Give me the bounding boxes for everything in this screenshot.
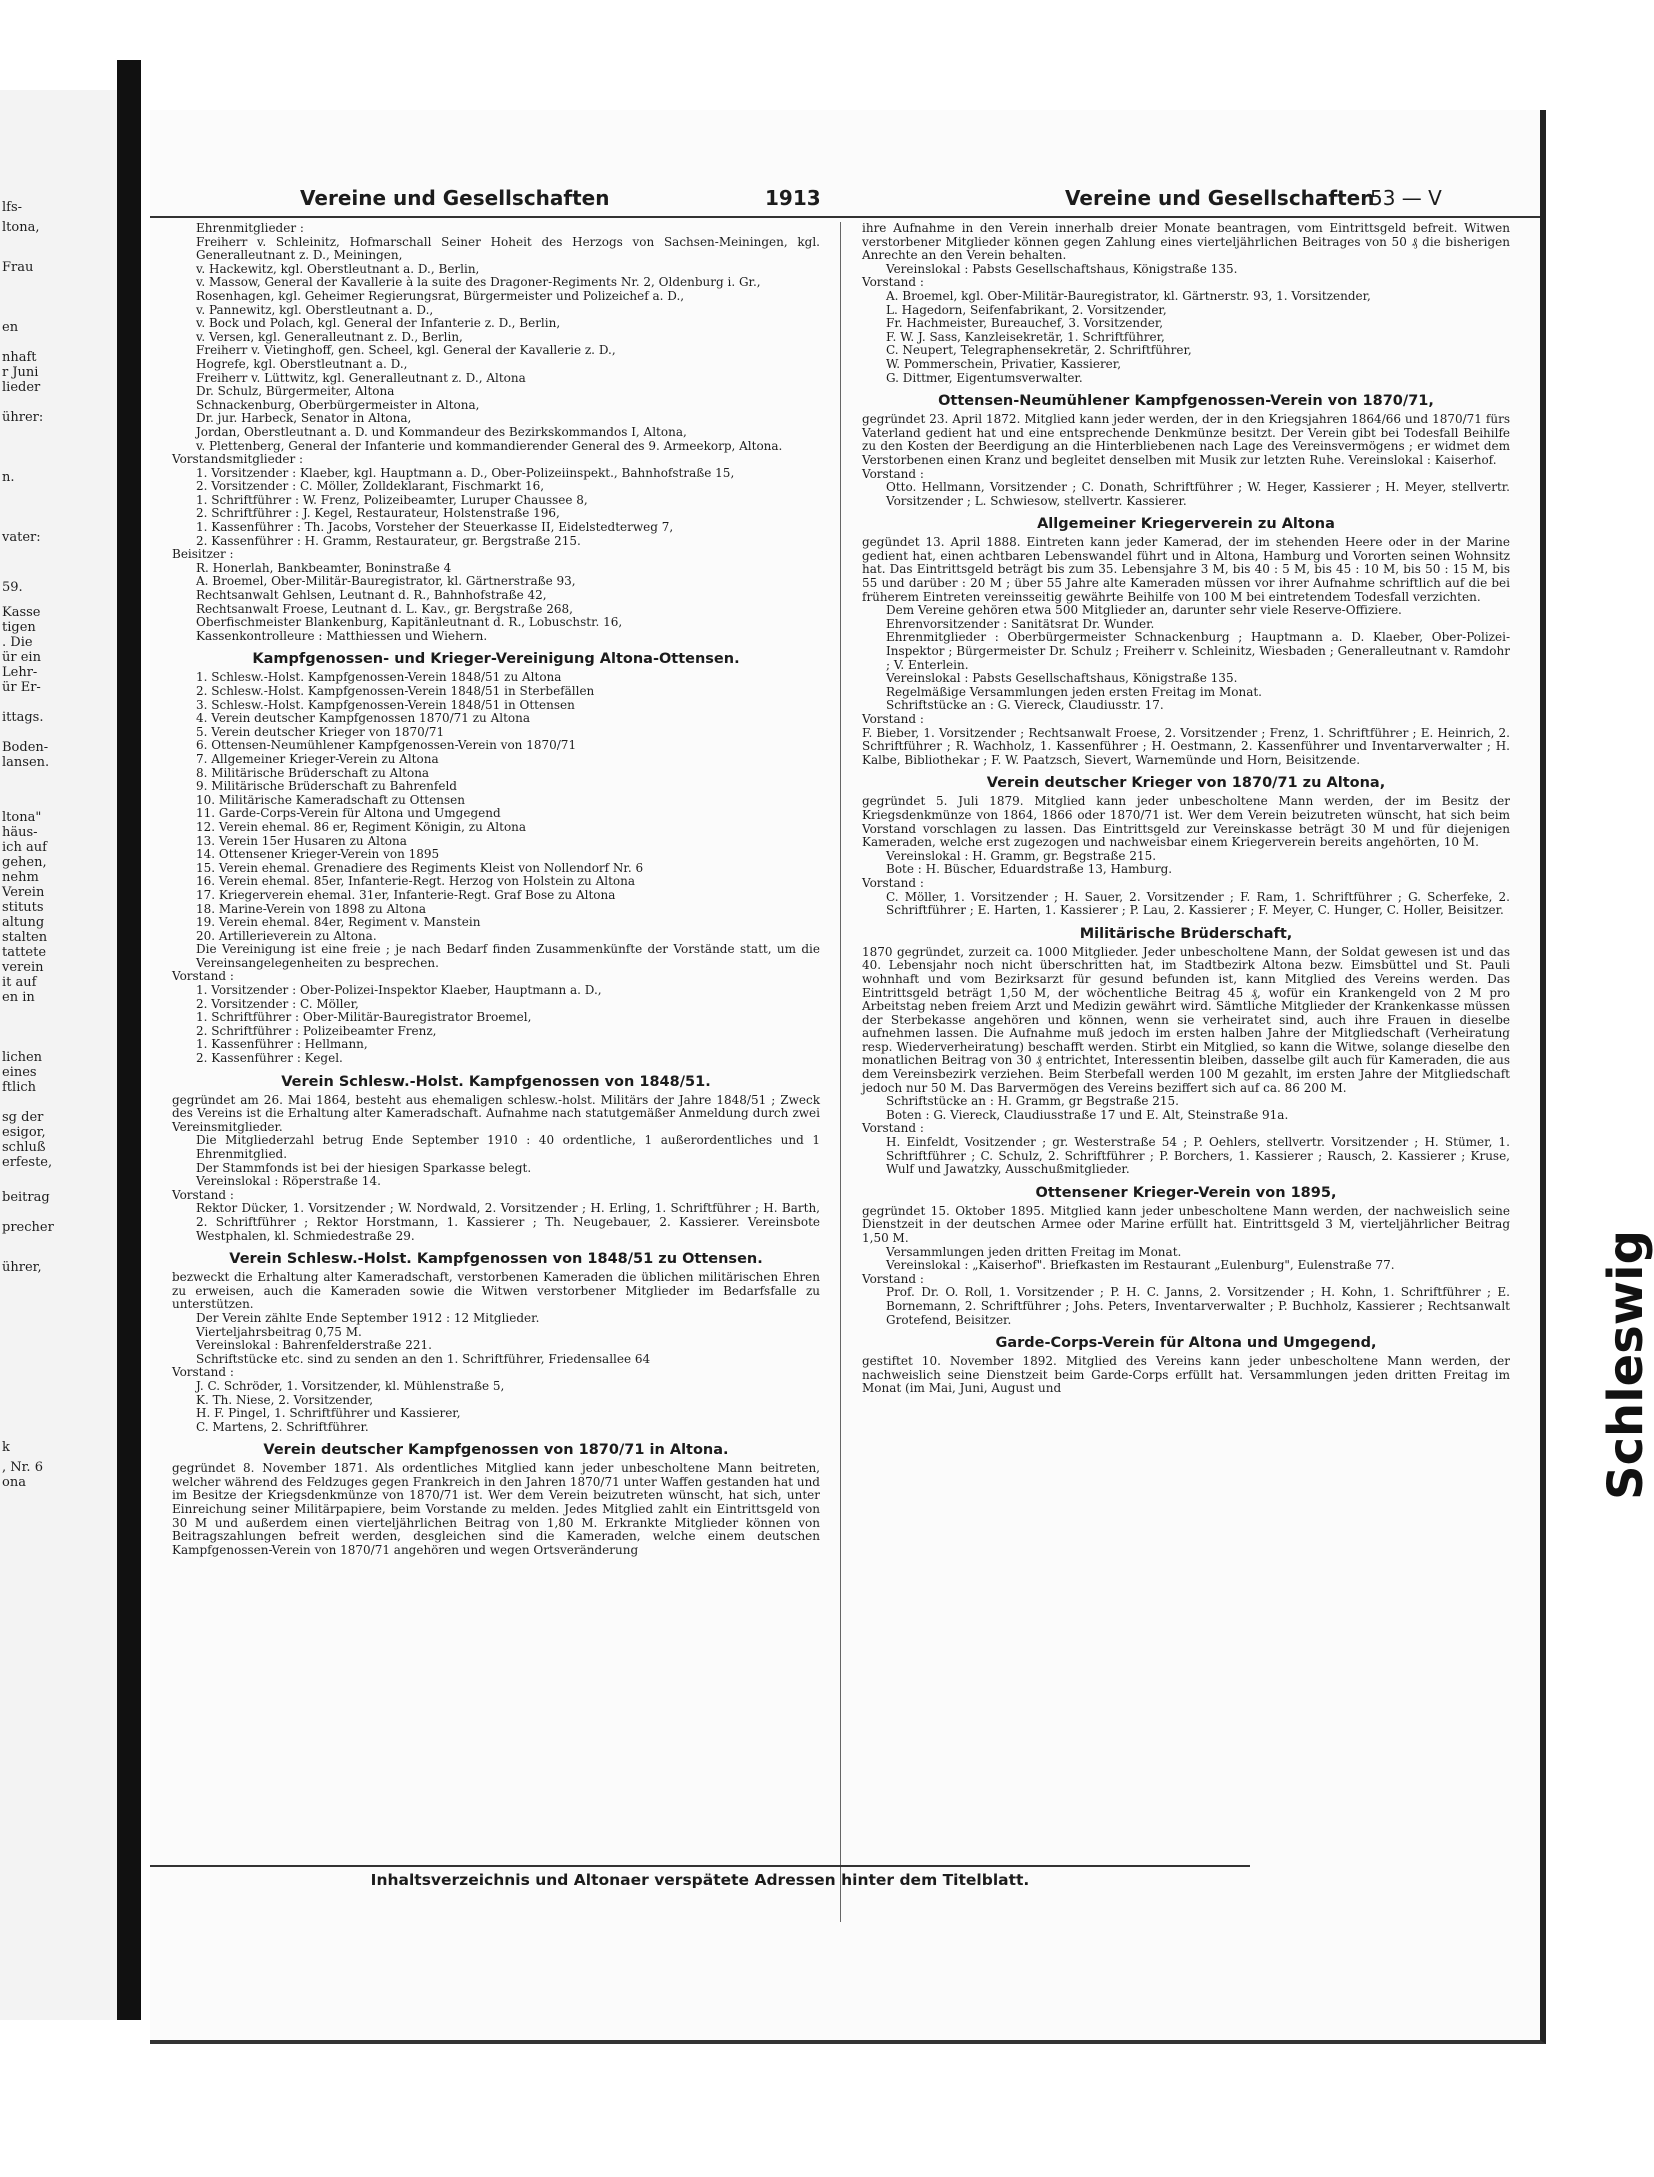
entry-line: Vorstand : bbox=[172, 1365, 234, 1380]
entry-line: 9. Militärische Brüderschaft zu Bahrenfeld bbox=[196, 779, 457, 794]
sliver-fragment: Verein bbox=[2, 885, 45, 900]
entry-line: 1870 gegründet, zurzeit ca. 1000 Mitglieder. Jeder unbescholtene Mann, der Soldat gewesen ist und das 40. Lebensjahr noch nicht überschritten hat, im Stadtbezirk Altona bezw. Eimsbüttel und St. Pauli wohnhaft und vom Bezirksarzt für gesund befunden ist, kann Mitglied des Vereins werden. Das Eintrittsgeld beträgt 1,50 M, der wöchentliche Beitrag 45 ₰, wofür ein Krankengeld von 2 M pro Arbeitstag neben freiem Arzt und Medizin gewährt wird. Sämtliche Mitglieder der Krankenkasse müssen der Sterbekasse angehören und können, wenn sie verheiratet sind, auch ihre Frauen in dieselbe aufnehmen lassen. Die Aufnahme muß jedoch im ersten halben Jahre der Mitgliedschaft (Verheiratung resp. Wiederverheiratung) beschafft werden. Stirbt ein Mitglied, so kann die Witwe, solange dieselbe den monatlichen Beitrag von 30 ₰ entrichtet, Interessentin bleiben, dasselbe gilt auch für Kameraden, die aus dem Vereinsbezirk verziehen. Beim Sterbefall werden 100 M gezahlt, im ersten Jahre der Mitgliedschaft jedoch nur 50 M. Das Barvermögen des Vereins beziffert sich auf ca. 86 200 M. bbox=[862, 944, 1510, 1095]
association-title: Ottensener Krieger-Verein von 1895, bbox=[1035, 1184, 1337, 1201]
association-entry bbox=[862, 775, 1510, 917]
header-year: 1913 bbox=[765, 186, 821, 210]
sliver-fragment: gehen, bbox=[2, 855, 47, 870]
entry-line: 13. Verein 15er Husaren zu Altona bbox=[196, 833, 407, 848]
header-left-title: Vereine und Gesellschaften bbox=[300, 186, 610, 210]
entry-line: Freiherr v. Lüttwitz, kgl. Generalleutnant z. D., Altona bbox=[196, 370, 526, 385]
entry-line: Ehrenmitglieder : Oberbürgermeister Schnackenburg ; Hauptmann a. D. Klaeber, Ober-Polizei-Inspektor ; Bürgermeister Dr. Schulz ; Freiherr v. Schleinitz, Wiesbaden ; Generalleutnant v. Ramdohr ; V. Enterlein. bbox=[886, 630, 1510, 672]
entry-line: Schriftstücke an : G. Viereck, Claudiusstr. 17. bbox=[886, 698, 1164, 713]
entry-line: 20. Artillerieverein zu Altona. bbox=[196, 928, 377, 943]
entry-line: Schriftstücke an : H. Gramm, gr Begstraße 215. bbox=[886, 1094, 1179, 1109]
entry-line: 1. Kassenführer : Th. Jacobs, Vorsteher der Steuerkasse II, Eidelstedterweg 7, bbox=[196, 520, 674, 535]
entry-line: C. Martens, 2. Schriftführer. bbox=[196, 1419, 369, 1434]
entry-line: 16. Verein ehemal. 85er, Infanterie-Regt. Herzog von Holstein zu Altona bbox=[196, 874, 636, 889]
entry-line: G. Dittmer, Eigentumsverwalter. bbox=[886, 370, 1083, 385]
entry-line: Vorstand : bbox=[862, 712, 924, 726]
entry-line: 14. Ottensener Krieger-Verein von 1895 bbox=[196, 847, 440, 862]
entry-line: 12. Verein ehemal. 86 er, Regiment Königin, zu Altona bbox=[196, 819, 527, 834]
sliver-fragment: k bbox=[2, 1440, 10, 1455]
entry-line: Vorstand : bbox=[862, 466, 924, 481]
entry-line: gegründet 15. Oktober 1895. Mitglied kann jeder unbescholtene Mann werden, der nachweislich seine Dienstzeit in der deutschen Armee oder Marine erfüllt hat. Eintrittsgeld 3 M, vierteljährlicher Beitrag 1,50 M. bbox=[862, 1203, 1510, 1245]
sliver-fragment: en in bbox=[2, 990, 35, 1005]
association-entry bbox=[862, 222, 1510, 385]
sliver-fragment: verein bbox=[2, 960, 44, 975]
entry-line: Prof. Dr. O. Roll, 1. Vorsitzender ; P. H. C. Janns, 2. Vorsitzender ; H. Kohn, 1. Schriftführer ; E. Bornemann, 2. Schriftführer ; Johs. Peters, Inventarverwalter ; P. Buchholz, Kassierer ; Rechtsanwalt Grotefend, Beisitzer. bbox=[886, 1285, 1510, 1327]
entry-line: H. Einfeldt, Vositzender ; gr. Westerstraße 54 ; P. Oehlers, stellvertr. Vorsitzender ; H. Stümer, 1. Schriftführer ; C. Schulz, 2. Schriftführer ; P. Borchers, 1. Kassierer ; Rausch, 2. Kassierer ; Kruse, Wulf und Jawatzky, Ausschußmitglieder. bbox=[886, 1135, 1510, 1177]
entry-line: Rektor Dücker, 1. Vorsitzender ; W. Nordwald, 2. Vorsitzender ; H. Erling, 1. Schriftführer ; H. Barth, 2. Schriftführer ; Rektor Horstmann, 1. Kassierer ; Th. Neugebauer, 2. Kassierer. Vereinsbote Westphalen, kl. Schmiedestraße 29. bbox=[196, 1201, 820, 1243]
entry-line: 8. Militärische Brüderschaft zu Altona bbox=[196, 765, 430, 780]
sliver-fragment: ona bbox=[2, 1475, 26, 1490]
sliver-fragment: nhaft bbox=[2, 350, 37, 365]
entry-line: Vierteljahrsbeitrag 0,75 M. bbox=[196, 1324, 362, 1339]
entry-line: L. Hagedorn, Seifenfabrikant, 2. Vorsitzender, bbox=[886, 302, 1167, 317]
entry-line: v. Bock und Polach, kgl. General der Infanterie z. D., Berlin, bbox=[196, 316, 561, 331]
sliver-fragment: stalten bbox=[2, 930, 48, 945]
association-entry bbox=[172, 1251, 820, 1434]
right-column bbox=[862, 222, 1510, 1912]
entry-line: gegründet 23. April 1872. Mitglied kann jeder werden, der in den Kriegsjahren 1864/66 und 1870/71 fürs Vaterland gedient hat und eine entsprechende Denkmünze besitzt. Der Verein gibt bei Todesfall Beihilfe zu den Kosten der Beerdigung an die Hinterbliebenen nach Lage des Vereinsvermögens ; er widmet dem Verstorbenen einen Kranz und begleitet denselben mit Musik zur letzten Ruhe. Vereinslokal : Kaiserhof. bbox=[862, 412, 1510, 467]
entry-line: Oberfischmeister Blankenburg, Kapitänleutnant d. R., Lobuschstr. 16, bbox=[196, 615, 623, 630]
entry-line: gestiftet 10. November 1892. Mitglied des Vereins kann jeder unbescholtene Mann werden, der nachweislich seine Dienstzeit beim Garde-Corps erfüllt hat. Versammlungen jeden dritten Freitag im Monat (im Mai, Juni, August und bbox=[862, 1354, 1510, 1396]
entry-line: 1. Vorsitzender : Ober-Polizei-Inspektor Klaeber, Hauptmann a. D., bbox=[196, 983, 602, 998]
association-entry bbox=[862, 926, 1510, 1177]
entry-line: Jordan, Oberstleutnant a. D. und Kommandeur des Bezirkskommandos I, Altona, bbox=[196, 424, 687, 439]
entry-line: Vereinslokal : Bahrenfelderstraße 221. bbox=[196, 1338, 432, 1353]
entry-line: Regelmäßige Versammlungen jeden ersten Freitag im Monat. bbox=[886, 684, 1262, 699]
entry-line: 10. Militärische Kameradschaft zu Ottensen bbox=[196, 792, 465, 807]
entry-line: Vorstandsmitglieder : bbox=[172, 452, 304, 467]
entry-line: Freiherr v. Schleinitz, Hofmarschall Seiner Hoheit des Herzogs von Sachsen-Meiningen, kgl. Generalleutnant z. D., Meiningen, bbox=[196, 234, 820, 263]
entry-line: gegründet 5. Juli 1879. Mitglied kann jeder unbescholtene Mann werden, der im Besitz der Kriegsdenkmünze von 1864, 1866 oder 1870/71 ist. Wer dem Verein beizutreten wünscht, hat sich beim Vorstand vorschlagen zu lassen. Das Eintrittsgeld zur Vereinskasse beträgt 30 M und für diejenigen Kameraden, welche erst zugezogen und nachweisbar einem Kriegerverein bereits angehörten, 10 M. bbox=[862, 794, 1510, 850]
entry-line: 1. Schlesw.-Holst. Kampfgenossen-Verein 1848/51 zu Altona bbox=[196, 670, 562, 685]
entry-line: Schriftstücke etc. sind zu senden an den 1. Schriftführer, Friedensallee 64 bbox=[196, 1351, 651, 1366]
binding-gutter bbox=[117, 60, 141, 2020]
sliver-fragment: erfeste, bbox=[2, 1155, 53, 1170]
entry-line: Vorstand : bbox=[862, 275, 924, 290]
sliver-fragment: ltona" bbox=[2, 810, 42, 825]
entry-line: 1. Schriftführer : Ober-Militär-Bauregistrator Broemel, bbox=[196, 1010, 532, 1025]
entry-line: gegründet 8. November 1871. Als ordentliches Mitglied kann jeder unbescholtene Mann beitreten, welcher während des Feldzuges gegen Frankreich in den Jahren 1870/71 unter Waffen gestanden hat und im Besitze der Kriegsdenkmünze von 1870/71 ist. Wer dem Verein beizutreten wünscht, hat sich, unter Einreichung seiner Militärpapiere, beim Vorstande zu melden. Jedes Mitglied zahlt ein Eintrittsgeld von 30 M und außerdem einen vierteljährlichen Beitrag von 1,80 M. Erkrankte Mitglieder können von Beitragszahlungen befreit werden, desgleichen sind die Kameraden, welche einem deutschen Kampfgenossen-Verein von 1870/71 angehören und wegen Ortsveränderung bbox=[172, 1461, 820, 1557]
sliver-fragment: tattete bbox=[2, 945, 47, 960]
sliver-fragment: nehm bbox=[2, 870, 39, 885]
sliver-fragment: altung bbox=[2, 915, 45, 930]
entry-line: Der Verein zählte Ende September 1912 : 12 Mitglieder. bbox=[196, 1310, 540, 1325]
entry-line: Vorstand : bbox=[862, 1271, 924, 1286]
sliver-fragment: , Nr. 6 bbox=[2, 1460, 43, 1475]
entry-line: 2. Kassenführer : H. Gramm, Restaurateur, gr. Bergstraße 215. bbox=[196, 533, 581, 548]
side-margin-word: Schleswig bbox=[1598, 1230, 1654, 1500]
left-column bbox=[172, 222, 820, 1912]
entry-line: ihre Aufnahme in den Verein innerhalb dreier Monate beantragen, vom Eintrittsgeld befreit. Witwen verstorbener Mitglieder können gegen Zahlung eines vierteljährlichen Beitrages von 50 ₰ die bisherigen Anrechte an den Verein behalten. bbox=[862, 221, 1510, 263]
directory-page bbox=[150, 110, 1546, 2044]
association-title: Verein Schlesw.-Holst. Kampfgenossen von 1848/51 zu Ottensen. bbox=[229, 1251, 763, 1268]
entry-line: 1. Vorsitzender : Klaeber, kgl. Hauptmann a. D., Ober-Polizeiinspekt., Bahnhofstraße 15, bbox=[196, 465, 735, 480]
sliver-fragment: ich auf bbox=[2, 840, 47, 855]
association-entry bbox=[862, 1335, 1510, 1396]
association-title: Allgemeiner Kriegerverein zu Altona bbox=[1037, 516, 1335, 533]
entry-line: gegründet am 26. Mai 1864, besteht aus ehemaligen schlesw.-holst. Militärs der Jahre 1848/51 ; Zweck des Vereins ist die Erhaltung alter Kameradschaft. Aufnahme nach statutgemäßer Anmeldung durch zwei Vereinsmitglieder. bbox=[172, 1092, 820, 1134]
sliver-fragment: beitrag bbox=[2, 1190, 50, 1205]
entry-line: gegündet 13. April 1888. Eintreten kann jeder Kamerad, der im stehenden Heere oder in der Marine gedient hat, einen achtbaren Lebenswandel führt und in Altona, Hamburg und Vororten seinen Wohnsitz hat. Das Eintrittsgeld beträgt bis zum 35. Lebensjahre 3 M, bis 40 : 5 M, bis 45 : 10 M, bis 50 : 15 M, bis 55 und darüber : 20 M ; über 55 Jahre alte Kameraden müssen vor ihrer Aufnahme schriftlich auf die bei früherem Eintreten vereinsseitig gewährte Beihilfe von 100 M bei eintretendem Todesfall verzichten. bbox=[862, 535, 1510, 604]
sliver-fragment: schluß bbox=[2, 1140, 46, 1155]
sliver-fragment: 59. bbox=[2, 580, 23, 595]
entry-line: Hogrefe, kgl. Oberstleutnant a. D., bbox=[196, 356, 408, 371]
entry-line: Vereinslokal : H. Gramm, gr. Begstraße 215. bbox=[886, 848, 1157, 863]
sliver-fragment: esigor, bbox=[2, 1125, 46, 1140]
entry-line: Die Vereinigung ist eine freie ; je nach Bedarf finden Zusammenkünfte der Vorstände statt, um die Vereinsangelegenheiten zu besprechen. bbox=[196, 942, 820, 970]
entry-line: Vereinslokal : Pabsts Gesellschaftshaus, Königstraße 135. bbox=[886, 671, 1238, 686]
entry-line: Freiherr v. Vietinghoff, gen. Scheel, kgl. General der Kavallerie z. D., bbox=[196, 343, 616, 358]
entry-line: Rosenhagen, kgl. Geheimer Regierungsrat, Bürgermeister und Polizeichef a. D., bbox=[196, 288, 685, 303]
entry-line: v. Plettenberg, General der Infanterie und kommandierender General des 9. Armeekorp, Altona. bbox=[196, 438, 783, 453]
entry-line: 18. Marine-Verein von 1898 zu Altona bbox=[196, 901, 427, 916]
entry-line: bezweckt die Erhaltung alter Kameradschaft, verstorbenen Kameraden die üblichen militärischen Ehren zu erweisen, auch die Kameraden sowie die Witwen verstorbener Mitglieder im Bedarfsfalle zu unterstützen. bbox=[172, 1270, 820, 1312]
entry-line: Bote : H. Büscher, Eduardstraße 13, Hamburg. bbox=[886, 862, 1173, 877]
entry-line: Beisitzer : bbox=[172, 547, 234, 562]
association-title: Verein deutscher Krieger von 1870/71 zu Altona, bbox=[986, 775, 1386, 792]
association-entry bbox=[172, 1074, 820, 1244]
entry-line: Versammlungen jeden dritten Freitag im Monat. bbox=[886, 1244, 1182, 1259]
sliver-fragment: it auf bbox=[2, 975, 37, 990]
entry-line: Kassenkontrolleure : Matthiessen und Wiehern. bbox=[196, 628, 488, 643]
association-title: Verein deutscher Kampfgenossen von 1870/71 in Altona. bbox=[263, 1442, 729, 1459]
sliver-fragment: ftlich bbox=[2, 1080, 37, 1095]
association-title: Militärische Brüderschaft, bbox=[1079, 925, 1293, 942]
entry-line: F. W. J. Sass, Kanzleisekretär, 1. Schriftführer, bbox=[886, 329, 1165, 344]
association-entry bbox=[862, 516, 1510, 767]
entry-line: C. Neupert, Telegraphensekretär, 2. Schriftführer, bbox=[886, 343, 1192, 358]
entry-line: Rechtsanwalt Gehlsen, Leutnant d. R., Bahnhofstraße 42, bbox=[196, 588, 547, 603]
sliver-fragment: häus- bbox=[2, 825, 38, 840]
sliver-fragment: ührer, bbox=[2, 1260, 42, 1275]
entry-line: Rechtsanwalt Froese, Leutnant d. L. Kav., gr. Bergstraße 268, bbox=[196, 601, 573, 616]
sliver-fragment: ltona, bbox=[2, 220, 40, 235]
entry-line: A. Broemel, kgl. Ober-Militär-Bauregistrator, kl. Gärtnerstr. 93, 1. Vorsitzender, bbox=[886, 288, 1371, 303]
entry-line: 17. Kriegerverein ehemal. 31er, Infanterie-Regt. Graf Bose zu Altona bbox=[196, 887, 616, 902]
entry-line: 11. Garde-Corps-Verein für Altona und Umgegend bbox=[196, 806, 501, 821]
sliver-fragment: lichen bbox=[2, 1050, 43, 1065]
sliver-fragment: r Juni bbox=[2, 365, 39, 380]
sliver-fragment: ür ein bbox=[2, 650, 41, 665]
association-title: Garde-Corps-Verein für Altona und Umgegend, bbox=[995, 1335, 1377, 1352]
sliver-fragment: lfs- bbox=[2, 200, 23, 215]
entry-line: K. Th. Niese, 2. Vorsitzender, bbox=[196, 1392, 374, 1407]
entry-line: 2. Schriftführer : Polizeibeamter Frenz, bbox=[196, 1023, 437, 1038]
entry-line: Vorstand : bbox=[172, 969, 234, 984]
side-margin-text bbox=[1540, 1000, 1654, 1500]
entry-line: R. Honerlah, Bankbeamter, Boninstraße 4 bbox=[196, 560, 452, 575]
entry-line: 7. Allgemeiner Krieger-Verein zu Altona bbox=[196, 751, 439, 766]
entry-line: Vorstand : bbox=[862, 875, 924, 890]
entry-line: Dr. Schulz, Bürgermeiter, Altona bbox=[196, 384, 395, 399]
sliver-fragment: ittags. bbox=[2, 710, 44, 725]
entry-line: C. Möller, 1. Vorsitzender ; H. Sauer, 2. Vorsitzender ; F. Ram, 1. Schriftführer ; G. Scherfeke, 2. Schriftführer ; E. Harten, 1. Kassierer ; P. Lau, 2. Kassierer ; F. Meyer, C. Hunger, C. Holler, Beisitzer. bbox=[886, 889, 1510, 918]
entry-line: Vorstand : bbox=[862, 1121, 924, 1136]
column-divider bbox=[840, 222, 841, 1922]
entry-line: Schnackenburg, Oberbürgermeister in Altona, bbox=[196, 397, 480, 412]
entry-line: Vereinslokal : „Kaiserhof". Briefkasten im Restaurant „Eulenburg", Eulenstraße 77. bbox=[886, 1258, 1395, 1273]
entry-line: Vereinslokal : Pabsts Gesellschaftshaus, Königstraße 135. bbox=[886, 261, 1238, 276]
entry-line: 1. Schriftführer : W. Frenz, Polizeibeamter, Luruper Chaussee 8, bbox=[196, 492, 588, 507]
entry-line: Dem Vereine gehören etwa 500 Mitglieder an, darunter sehr viele Reserve-Offiziere. bbox=[886, 603, 1402, 618]
association-title: Ottensen-Neumühlener Kampfgenossen-Verein von 1870/71, bbox=[938, 393, 1434, 410]
entry-line: Vereinslokal : Röperstraße 14. bbox=[196, 1174, 381, 1189]
association-entry bbox=[862, 393, 1510, 508]
sliver-fragment: ür Er- bbox=[2, 680, 41, 695]
entry-line: 19. Verein ehemal. 84er, Regiment v. Manstein bbox=[196, 915, 481, 930]
sliver-fragment: sg der bbox=[2, 1110, 44, 1125]
sliver-fragment: ührer: bbox=[2, 410, 44, 425]
entry-line: 2. Kassenführer : Kegel. bbox=[196, 1051, 343, 1066]
entry-line: H. F. Pingel, 1. Schriftführer und Kassierer, bbox=[196, 1406, 461, 1421]
sliver-fragment: Kasse bbox=[2, 605, 41, 620]
entry-line: Boten : G. Viereck, Claudiusstraße 17 und E. Alt, Steinstraße 91a. bbox=[886, 1107, 1289, 1122]
sliver-fragment: n. bbox=[2, 470, 15, 485]
entry-line: Fr. Hachmeister, Bureauchef, 3. Vorsitzender, bbox=[886, 316, 1164, 331]
entry-line: 3. Schlesw.-Holst. Kampfgenossen-Verein 1848/51 in Ottensen bbox=[196, 697, 575, 712]
sliver-fragment: precher bbox=[2, 1220, 54, 1235]
sliver-fragment: Lehr- bbox=[2, 665, 38, 680]
association-title: Verein Schlesw.-Holst. Kampfgenossen von 1848/51. bbox=[281, 1073, 711, 1090]
entry-line: 4. Verein deutscher Kampfgenossen 1870/71 zu Altona bbox=[196, 711, 531, 726]
entry-line: v. Hackewitz, kgl. Oberstleutnant a. D., Berlin, bbox=[196, 261, 480, 276]
entry-line: v. Versen, kgl. Generalleutnant z. D., Berlin, bbox=[196, 329, 463, 344]
entry-line: Dr. jur. Harbeck, Senator in Altona, bbox=[196, 411, 412, 426]
sliver-fragment: en bbox=[2, 320, 19, 335]
adjacent-page-sliver bbox=[0, 90, 118, 2020]
page-number: 53 — V bbox=[1370, 186, 1442, 210]
footer-notice: Inhaltsverzeichnis und Altonaer verspätete Adressen hinter dem Titelblatt. bbox=[150, 1865, 1250, 1889]
sliver-fragment: lieder bbox=[2, 380, 41, 395]
sliver-fragment: vater: bbox=[2, 530, 41, 545]
entry-line: Der Stammfonds ist bei der hiesigen Sparkasse belegt. bbox=[196, 1160, 532, 1175]
association-entry bbox=[172, 1442, 820, 1557]
entry-line: 2. Vorsitzender : C. Möller, bbox=[196, 996, 359, 1011]
association-entry bbox=[862, 1185, 1510, 1327]
running-header bbox=[150, 180, 1540, 218]
entry-line: A. Broemel, Ober-Militär-Bauregistrator, kl. Gärtnerstraße 93, bbox=[196, 574, 576, 589]
header-right-title: Vereine und Gesellschaften bbox=[1065, 186, 1375, 210]
entry-line: v. Pannewitz, kgl. Oberstleutnant a. D., bbox=[196, 302, 434, 317]
entry-line: W. Pommerschein, Privatier, Kassierer, bbox=[886, 356, 1122, 371]
entry-line: Ehrenmitglieder : bbox=[196, 221, 304, 235]
entry-line: 2. Schlesw.-Holst. Kampfgenossen-Verein 1848/51 in Sterbefällen bbox=[196, 684, 595, 698]
entry-line: 15. Verein ehemal. Grenadiere des Regiments Kleist von Nollendorf Nr. 6 bbox=[196, 860, 644, 875]
sliver-fragment: . Die bbox=[2, 635, 33, 650]
sliver-fragment: Boden- bbox=[2, 740, 49, 755]
entry-line: Die Mitgliederzahl betrug Ende September 1910 : 40 ordentliche, 1 außerordentliches und 1 Ehrenmitglied. bbox=[196, 1133, 820, 1161]
entry-line: Otto. Hellmann, Vorsitzender ; C. Donath, Schriftführer ; W. Heger, Kassierer ; H. Meyer, stellvertr. Vorsitzender ; L. Schwiesow, stellvertr. Kassierer. bbox=[886, 480, 1510, 508]
sliver-fragment: stituts bbox=[2, 900, 44, 915]
sliver-fragment: Frau bbox=[2, 260, 34, 275]
entry-line: 6. Ottensen-Neumühlener Kampfgenossen-Verein von 1870/71 bbox=[196, 738, 577, 753]
entry-line: 5. Verein deutscher Krieger von 1870/71 bbox=[196, 724, 445, 739]
entry-line: Vorstand : bbox=[172, 1187, 234, 1202]
association-entry bbox=[172, 651, 820, 1065]
sliver-fragment: eines bbox=[2, 1065, 37, 1080]
entry-line: Ehrenvorsitzender : Sanitätsrat Dr. Wunder. bbox=[886, 616, 1155, 631]
sliver-fragment: lansen. bbox=[2, 755, 50, 770]
entry-line: 1. Kassenführer : Hellmann, bbox=[196, 1037, 368, 1052]
entry-line: v. Massow, General der Kavallerie à la suite des Dragoner-Regiments Nr. 2, Oldenburg i. Gr., bbox=[196, 275, 761, 290]
association-entry bbox=[172, 222, 820, 643]
sliver-fragment: tigen bbox=[2, 620, 36, 635]
entry-line: J. C. Schröder, 1. Vorsitzender, kl. Mühlenstraße 5, bbox=[196, 1378, 505, 1393]
entry-line: 2. Vorsitzender : C. Möller, Zolldeklarant, Fischmarkt 16, bbox=[196, 479, 545, 494]
association-title: Kampfgenossen- und Krieger-Vereinigung Altona-Ottensen. bbox=[252, 651, 740, 668]
entry-line: F. Bieber, 1. Vorsitzender ; Rechtsanwalt Froese, 2. Vorsitzender ; Frenz, 1. Schriftführer ; E. Heinrich, 2. Schriftführer ; R. Wachholz, 1. Kassenführer ; H. Oestmann, 2. Kassenführer und Inventarverwalter ; H. Kalbe, Bibliothekar ; F. W. Paatzsch, Sievert, Warnemünde und Horn, Beisitzende. bbox=[862, 725, 1510, 767]
entry-line: 2. Schriftführer : J. Kegel, Restaurateur, Holstenstraße 196, bbox=[196, 506, 560, 521]
